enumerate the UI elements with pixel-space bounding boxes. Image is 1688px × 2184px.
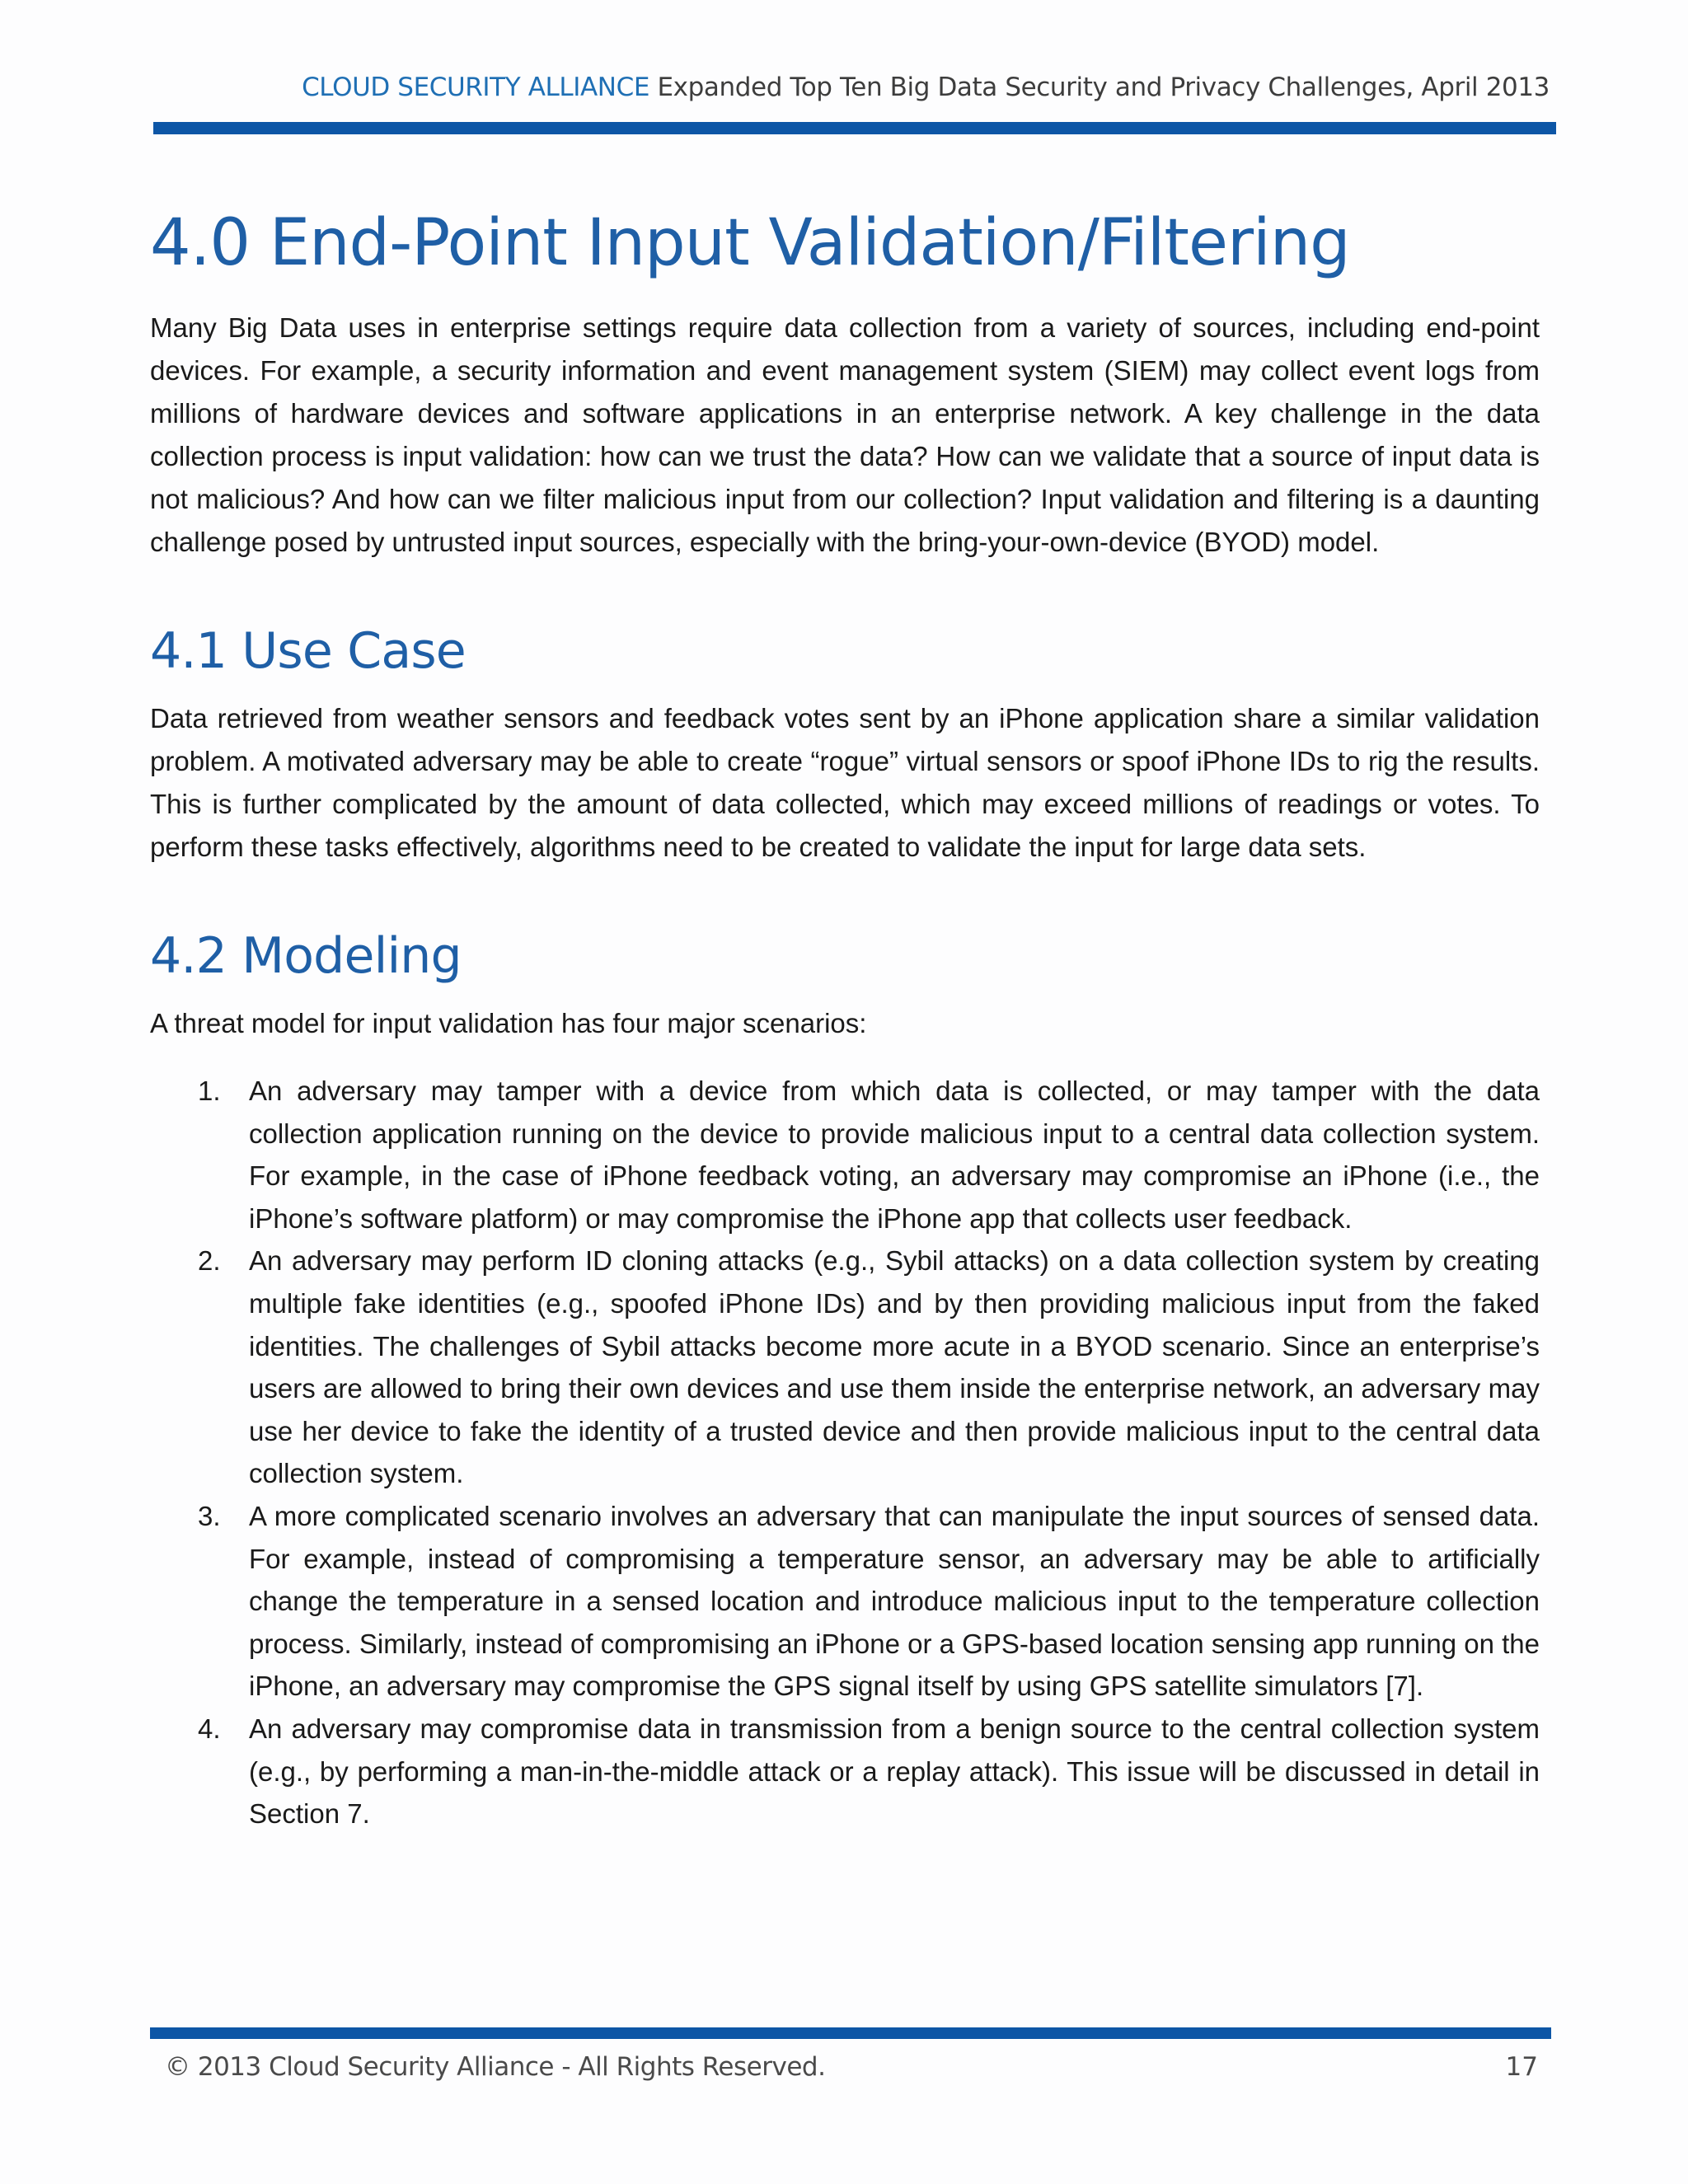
list-item-number: 1. <box>198 1076 221 1106</box>
list-item <box>150 1070 1540 1240</box>
running-header <box>302 73 1550 102</box>
threat-scenario-list <box>150 1070 1540 1835</box>
page-number: 17 <box>1505 2052 1538 2082</box>
page-content <box>150 198 1540 1835</box>
list-item <box>150 1708 1540 1835</box>
list-item-number: 4. <box>198 1713 221 1744</box>
section-intro-paragraph: Many Big Data uses in enterprise settings require data collection from a variety of sources, including end-point devices. For example, a security information and event management system (SIEM) may collect event logs from millions of hardware devices and software applications in an enterprise network. A key challenge in the data collection process is input validation: how can we trust the data? How can we validate that a source of input data is not malicious? And how can we filter malicious input from our collection? Input validation and filtering is a daunting challenge posed by untrusted input sources, especially with the bring-your-own-device (BYOD) model. <box>150 312 1540 557</box>
header-title: Expanded Top Ten Big Data Security and Privacy Challenges, April 2013 <box>657 73 1550 102</box>
footer-divider <box>150 2027 1551 2039</box>
list-item <box>150 1495 1540 1708</box>
footer-copyright: © 2013 Cloud Security Alliance - All Rights Reserved. <box>165 2052 826 2082</box>
section-heading: 4.0 End-Point Input Validation/Filtering <box>150 206 1350 280</box>
list-item-text: An adversary may perform ID cloning attacks (e.g., Sybil attacks) on a data collection system by creating multiple fake identities (e.g., spoofed iPhone IDs) and by then providing malicious input from the faked identities. The challenges of Sybil attacks become more acute in a BYOD scenario. Since an enterprise’s users are allowed to bring their own devices and use them inside the enterprise network, an adversary may use her device to fake the identity of a trusted device and then provide malicious input to the central data collection system. <box>249 1245 1540 1489</box>
list-item <box>150 1240 1540 1495</box>
header-org: CLOUD SECURITY ALLIANCE <box>302 73 650 102</box>
header-divider <box>153 122 1556 134</box>
list-item-number: 2. <box>198 1245 221 1277</box>
modeling-heading: 4.2 Modeling <box>150 927 462 985</box>
use-case-heading: 4.1 Use Case <box>150 622 466 680</box>
modeling-intro: A threat model for input validation has four major scenarios: <box>150 1008 867 1038</box>
use-case-paragraph: Data retrieved from weather sensors and feedback votes sent by an iPhone application share a similar validation problem. A motivated adversary may be able to create “rogue” virtual sensors or spoof iPhone IDs to rig the results. This is further complicated by the amount of data collected, which may exceed millions of readings or votes. To perform these tasks effectively, algorithms need to be created to validate the input for large data sets. <box>150 703 1540 862</box>
list-item-number: 3. <box>198 1500 221 1531</box>
list-item-text: An adversary may compromise data in transmission from a benign source to the central collection system (e.g., by performing a man-in-the-middle attack or a replay attack). This issue will be discussed in detail in Section 7. <box>249 1713 1540 1830</box>
list-item-text: An adversary may tamper with a device from which data is collected, or may tamper with the data collection application running on the device to provide malicious input to a central data collection system. For example, in the case of iPhone feedback voting, an adversary may compromise an iPhone (i.e., the iPhone’s software platform) or may compromise the iPhone app that collects user feedback. <box>249 1076 1540 1234</box>
list-item-text: A more complicated scenario involves an adversary that can manipulate the input sources of sensed data. For example, instead of compromising a temperature sensor, an adversary may be able to artificially change the temperature in a sensed location and introduce malicious input to the temperature collection process. Similarly, instead of compromising an iPhone or a GPS-based location sensing app running on the iPhone, an adversary may compromise the GPS signal itself by using GPS satellite simulators [7]. <box>249 1500 1540 1702</box>
